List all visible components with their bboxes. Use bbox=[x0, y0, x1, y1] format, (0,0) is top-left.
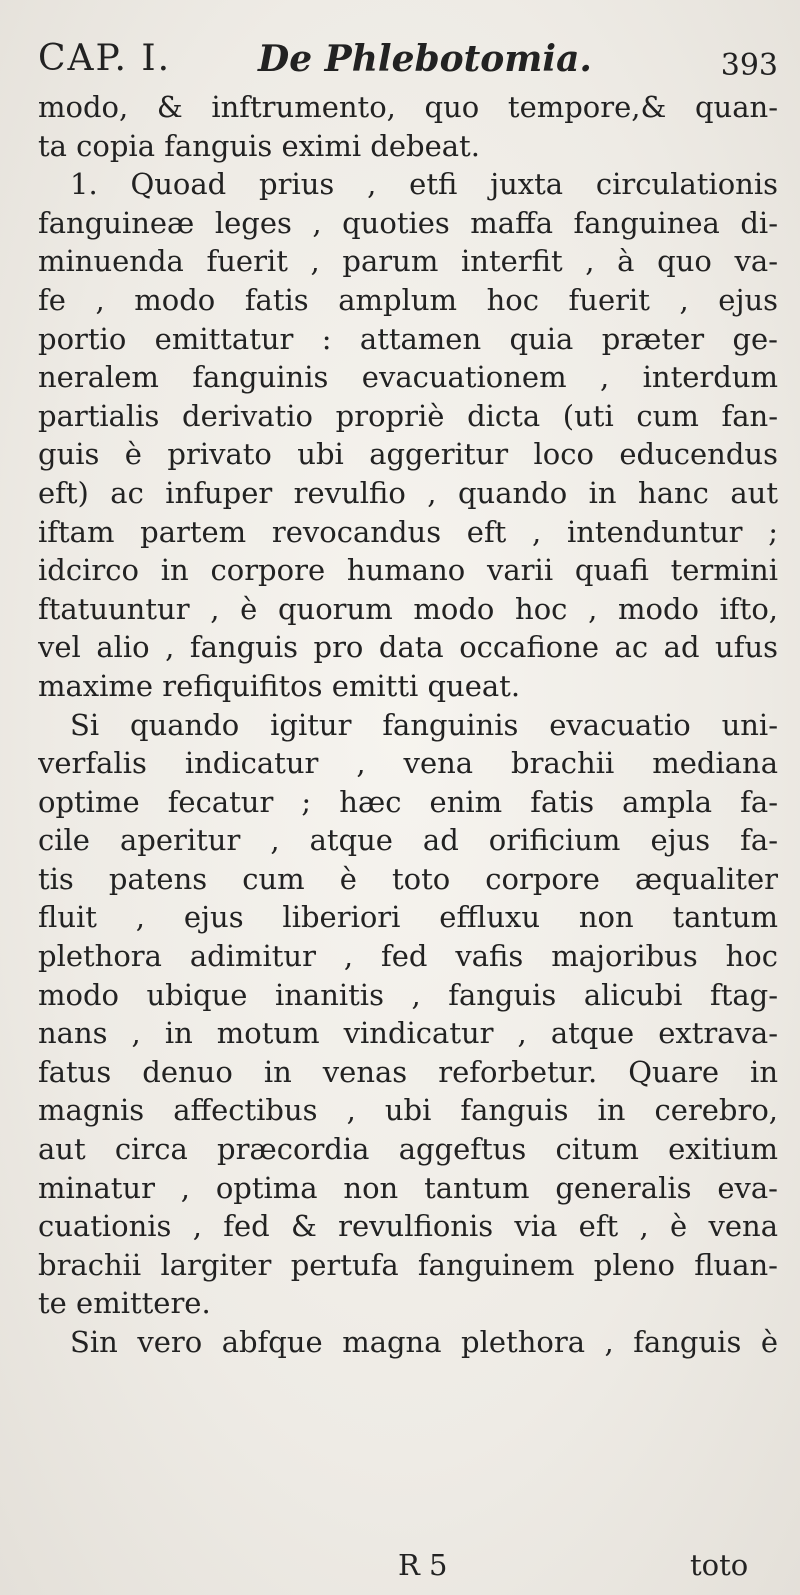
text-line: neralem fanguinis evacuationem , interdum bbox=[38, 360, 778, 395]
running-title: De Phlebotomia. bbox=[258, 38, 592, 80]
text-line: iftam partem revocandus eft , intenduntur ; bbox=[38, 514, 778, 549]
text-line: guis è privato ubi aggeritur loco educendus bbox=[38, 437, 778, 472]
text-line: verfalis indicatur , vena brachii mediana bbox=[38, 746, 778, 781]
text-line: minatur , optima non tantum generalis eva- bbox=[38, 1170, 778, 1205]
chapter-label: CAP. I. bbox=[38, 38, 172, 79]
signature-mark: R 5 bbox=[398, 1548, 448, 1582]
text-line: Si quando igitur fanguinis evacuatio uni- bbox=[70, 707, 778, 742]
catchword: toto bbox=[690, 1548, 749, 1582]
text-line: idcirco in corpore humano varii quafi termini bbox=[38, 553, 778, 588]
text-line: nans , in motum vindicatur , atque extrava- bbox=[38, 1016, 778, 1051]
text-line: cuationis , fed & revulfionis via eft , è vena bbox=[38, 1209, 778, 1244]
text-line: fanguineæ leges , quoties maffa fanguinea di- bbox=[38, 205, 778, 240]
text-line: optime fecatur ; hæc enim fatis ampla fa- bbox=[38, 784, 778, 819]
body-text bbox=[38, 88, 778, 1362]
text-line: ftatuuntur , è quorum modo hoc , modo ifto, bbox=[38, 591, 778, 626]
text-line: maxime refiquifitos emitti queat. bbox=[38, 668, 521, 703]
page-number: 393 bbox=[720, 48, 778, 83]
text-line: 1. Quoad prius , etfi juxta circulationis bbox=[70, 167, 778, 202]
text-line: portio emittatur : attamen quia præter ge- bbox=[38, 321, 778, 356]
text-line: eft) ac infuper revulfio , quando in hanc aut bbox=[38, 475, 778, 510]
text-line: cile aperitur , atque ad orificium ejus fa- bbox=[38, 823, 778, 858]
text-line: magnis affectibus , ubi fanguis in cerebro, bbox=[38, 1093, 778, 1128]
text-line: vel alio , fanguis pro data occafione ac ad ufus bbox=[38, 630, 778, 665]
text-line: brachii largiter pertufa fanguinem pleno fluan- bbox=[38, 1247, 778, 1282]
text-line: partialis derivatio propriè dicta (uti cum fan- bbox=[38, 398, 778, 433]
text-line: fe , modo fatis amplum hoc fuerit , ejus bbox=[38, 282, 778, 317]
text-line: modo, & inftrumento, quo tempore,& quan- bbox=[38, 90, 778, 124]
text-line: te emittere. bbox=[38, 1286, 211, 1321]
running-header bbox=[38, 38, 778, 92]
text-line: Sin vero abfque magna plethora , fanguis è bbox=[70, 1325, 778, 1359]
text-line: fluit , ejus liberiori effluxu non tantum bbox=[38, 900, 778, 935]
text-line: ta copia fanguis eximi debeat. bbox=[38, 128, 480, 163]
text-line: minuenda fuerit , parum interfit , à quo va- bbox=[38, 244, 778, 279]
page-footer bbox=[0, 1548, 800, 1588]
text-line: fatus denuo in venas reforbetur. Quare in bbox=[38, 1054, 778, 1089]
text-line: tis patens cum è toto corpore æqualiter bbox=[38, 861, 778, 896]
text-line: modo ubique inanitis , fanguis alicubi ftag- bbox=[38, 977, 778, 1012]
text-line: aut circa præcordia aggeftus citum exitium bbox=[38, 1132, 778, 1167]
text-line: plethora adimitur , fed vafis majoribus hoc bbox=[38, 939, 778, 974]
